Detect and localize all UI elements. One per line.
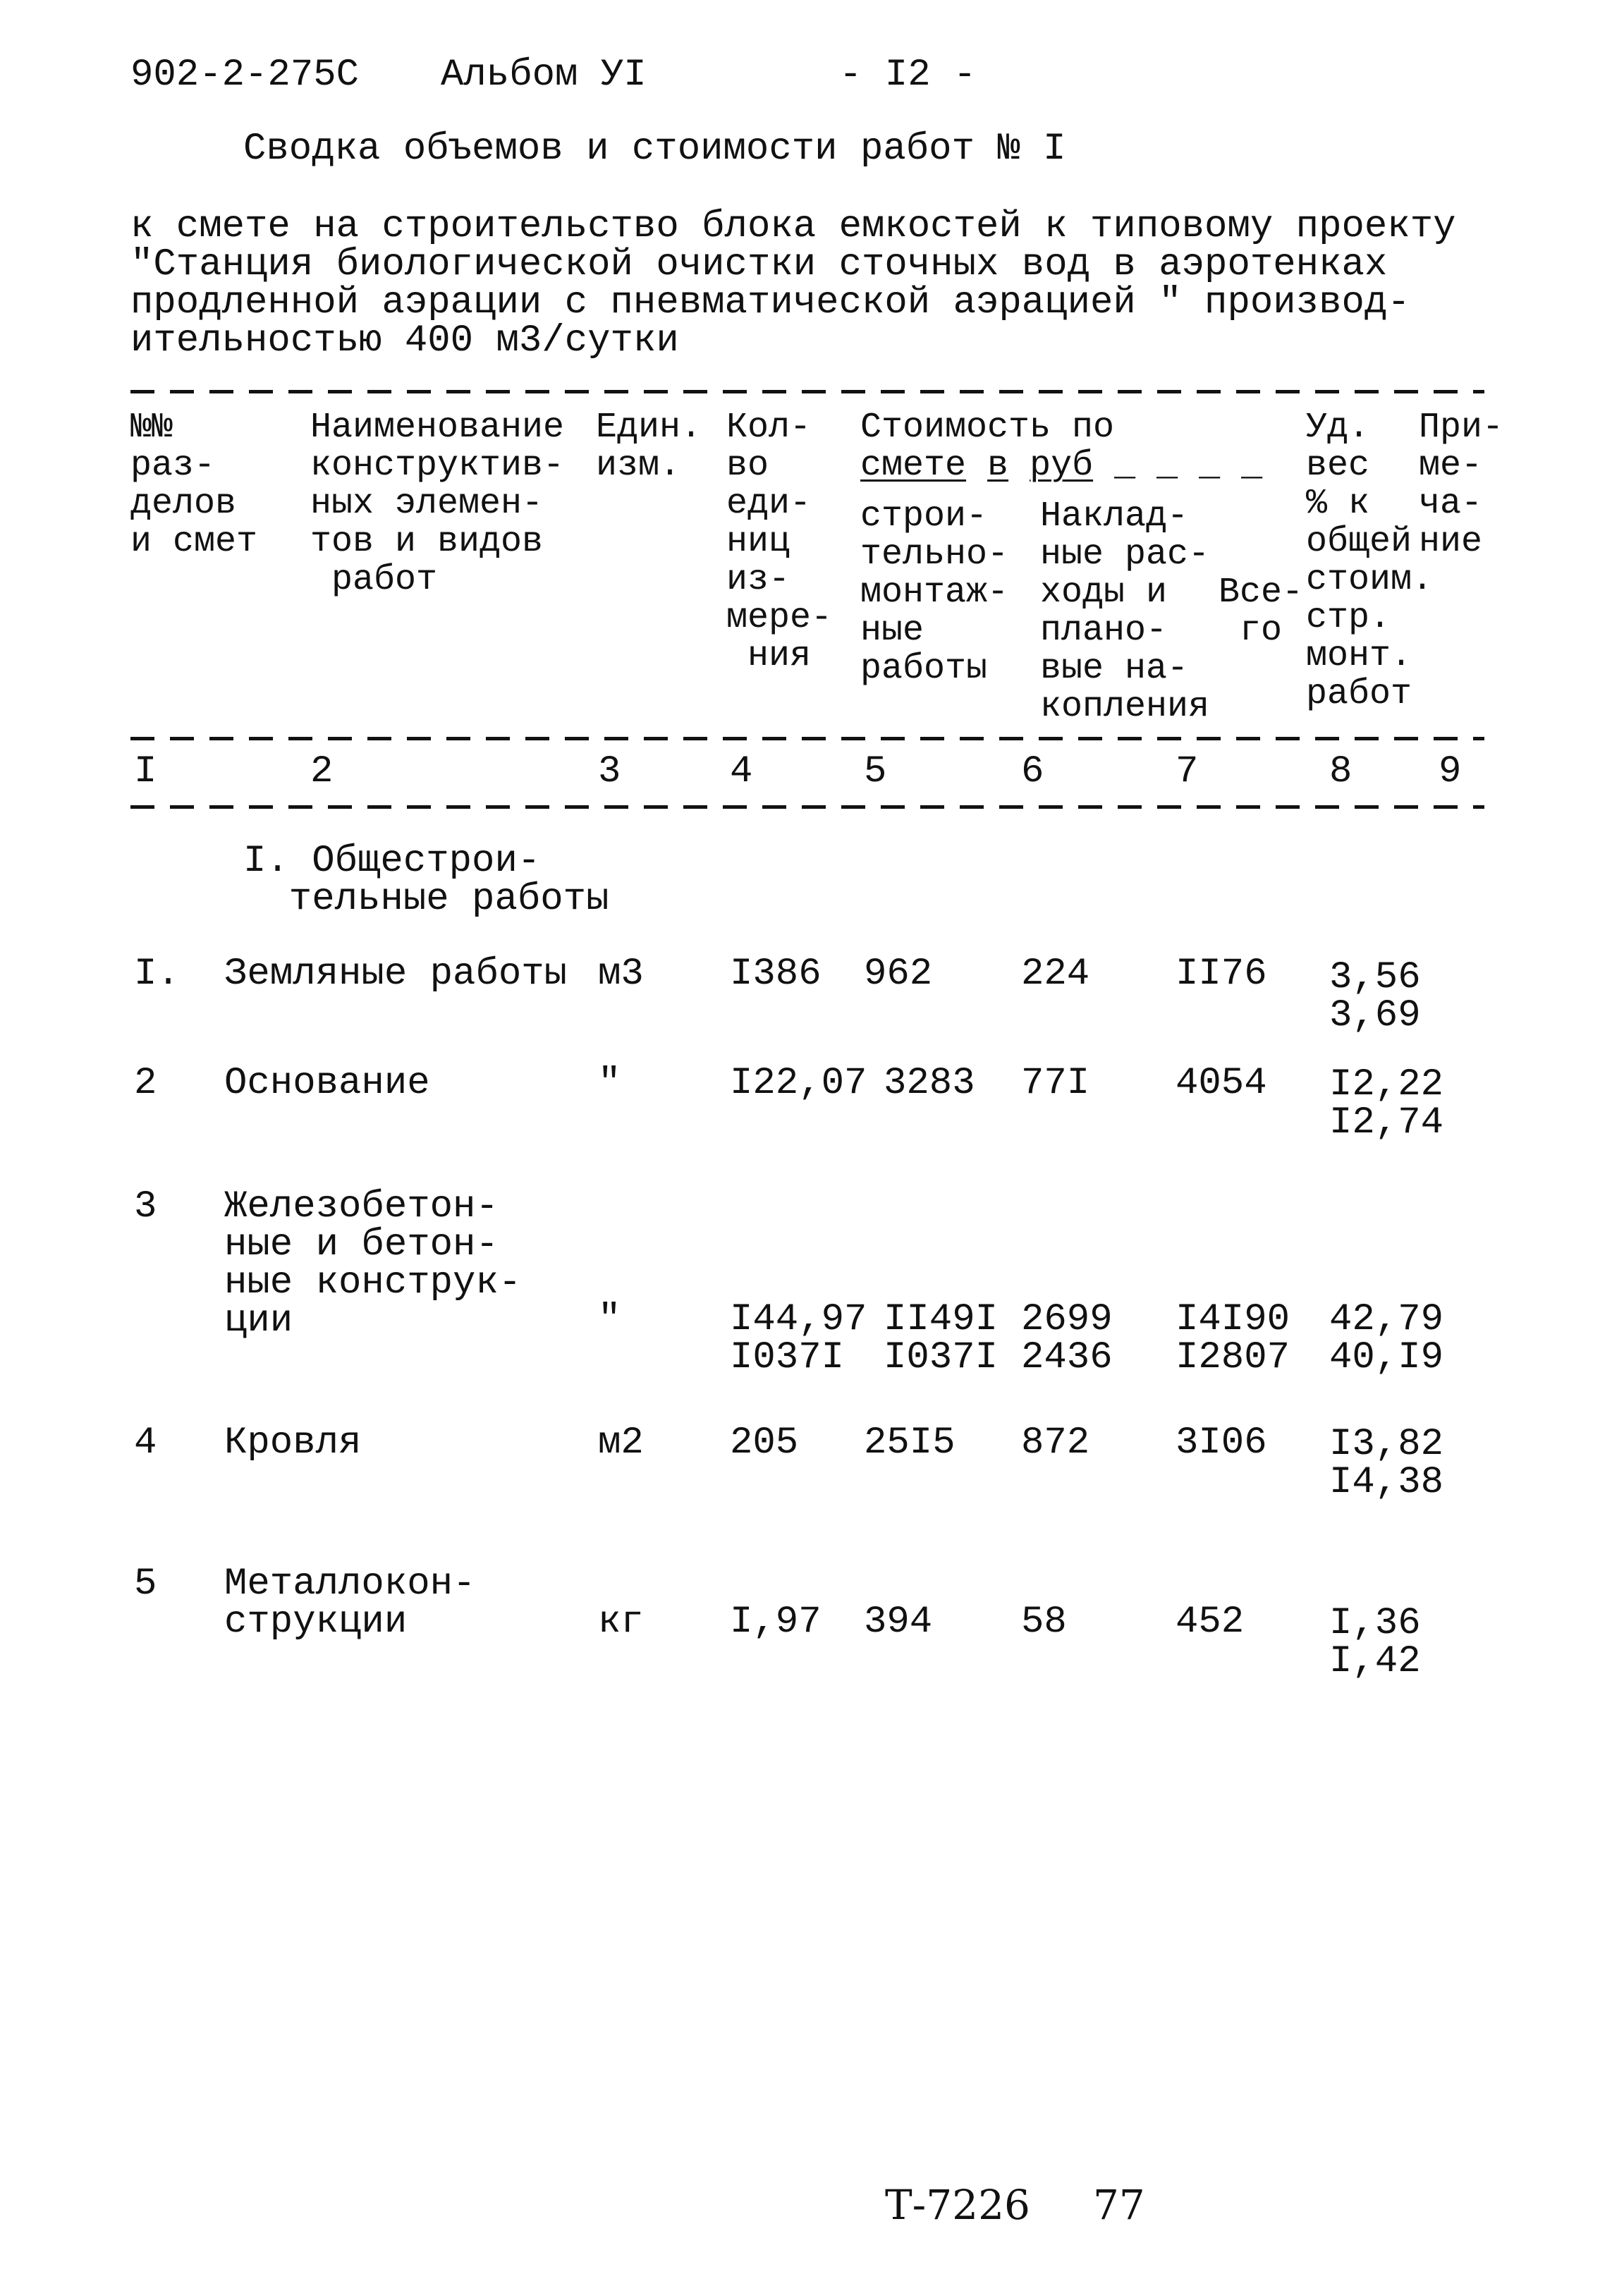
row-name: Железобетон- ные и бетон- ные конструк- ции: [224, 1185, 522, 1343]
row-total: 4054: [1176, 1062, 1267, 1105]
row-overhead: 77I: [1021, 1062, 1090, 1105]
row-construction-cost: 3283: [884, 1062, 975, 1105]
header-col-9: При- ме- ча- ние: [1419, 408, 1504, 562]
row-unit: м2: [598, 1422, 644, 1465]
row-name: Металлокон- струкции: [224, 1563, 476, 1644]
column-number: 9: [1439, 750, 1462, 793]
row-quantity: I44,97 I037I: [730, 1298, 867, 1379]
header-col-7: Все- го: [1219, 573, 1304, 651]
header-col-8: Уд. вес % к общей стоим. стр. монт. работ: [1306, 408, 1434, 714]
header-cost-group: Стоимость по смете в руб _ _ _ _: [860, 408, 1263, 486]
column-number: 8: [1329, 750, 1353, 793]
row-total: 3I06: [1176, 1422, 1267, 1465]
column-number: I: [134, 750, 157, 793]
row-number: I.: [134, 953, 180, 996]
row-total: II76: [1176, 953, 1267, 996]
header-col-5: строи- тельно- монтаж- ные работы: [860, 496, 1009, 689]
row-quantity: I,97: [730, 1601, 822, 1644]
column-numbers-bottom-rule: [130, 805, 1484, 809]
row-number: 4: [134, 1422, 157, 1465]
section-title: I. Общестрои- тельные работы: [243, 840, 609, 921]
header-col-3: Един. изм.: [596, 408, 702, 486]
row-share: 3,56 3,69: [1329, 956, 1421, 1037]
row-name: Кровля: [224, 1422, 362, 1465]
column-number: 4: [730, 750, 753, 793]
table-top-rule: [130, 390, 1484, 393]
header-bottom-rule: [130, 737, 1484, 740]
row-number: 2: [134, 1062, 157, 1105]
header-col-4: Кол- во еди- ниц из- мере- ния: [726, 408, 833, 676]
row-total: I4I90 I2807: [1176, 1298, 1290, 1379]
column-number: 2: [310, 750, 334, 793]
row-unit: кг: [598, 1601, 644, 1644]
description-line-2: "Станция биологической очистки сточных вод в аэротенках: [130, 243, 1388, 286]
row-overhead: 58: [1021, 1601, 1067, 1644]
row-number: 5: [134, 1563, 157, 1606]
header-col-1: №№ раз- делов и смет: [130, 408, 258, 562]
footer-stamp: Т-7226: [885, 2181, 1030, 2229]
row-construction-cost: II49I I037I: [884, 1298, 999, 1379]
row-quantity: 205: [730, 1422, 799, 1465]
footer-sheet-number: 77: [1093, 2181, 1145, 2229]
row-total: 452: [1176, 1601, 1245, 1644]
row-share: I3,82 I4,38: [1329, 1423, 1444, 1504]
row-overhead: 2699 2436: [1021, 1298, 1113, 1379]
column-number: 6: [1021, 750, 1044, 793]
row-unit: ": [598, 1062, 621, 1105]
row-name: Земляные работы: [224, 953, 568, 996]
row-overhead: 224: [1021, 953, 1090, 996]
row-name: Основание: [224, 1062, 430, 1105]
document-code: 902-2-275С: [130, 54, 360, 97]
row-quantity: I386: [730, 953, 822, 996]
row-quantity: I22,07: [730, 1062, 867, 1105]
header-col-6: Наклад- ные рас- ходы и плано- вые на- копления: [1040, 496, 1210, 727]
row-unit: ": [598, 1298, 621, 1341]
row-construction-cost: 394: [864, 1601, 933, 1644]
column-number: 3: [598, 750, 621, 793]
row-number: 3: [134, 1185, 157, 1228]
row-unit: м3: [598, 953, 644, 996]
column-number: 5: [864, 750, 887, 793]
row-share: I2,22 I2,74: [1329, 1063, 1444, 1144]
row-share: 42,79 40,I9: [1329, 1298, 1444, 1379]
column-number: 7: [1176, 750, 1199, 793]
row-overhead: 872: [1021, 1422, 1090, 1465]
description-line-3: продленной аэрации с пневматической аэрацией " производ-: [130, 281, 1410, 324]
album-label: Альбом УI: [441, 54, 647, 97]
description-line-1: к смете на строительство блока емкостей к типовому проекту: [130, 205, 1456, 248]
row-construction-cost: 962: [864, 953, 933, 996]
document-title: Сводка объемов и стоимости работ № I: [243, 128, 1066, 171]
row-share: I,36 I,42: [1329, 1602, 1421, 1683]
description-line-4: ительностью 400 м3/сутки: [130, 319, 679, 362]
header-col-2: Наименование конструктив- ных элемен- тов и видов работ: [310, 408, 565, 600]
row-construction-cost: 25I5: [864, 1422, 956, 1465]
page-number: - I2 -: [839, 54, 977, 97]
